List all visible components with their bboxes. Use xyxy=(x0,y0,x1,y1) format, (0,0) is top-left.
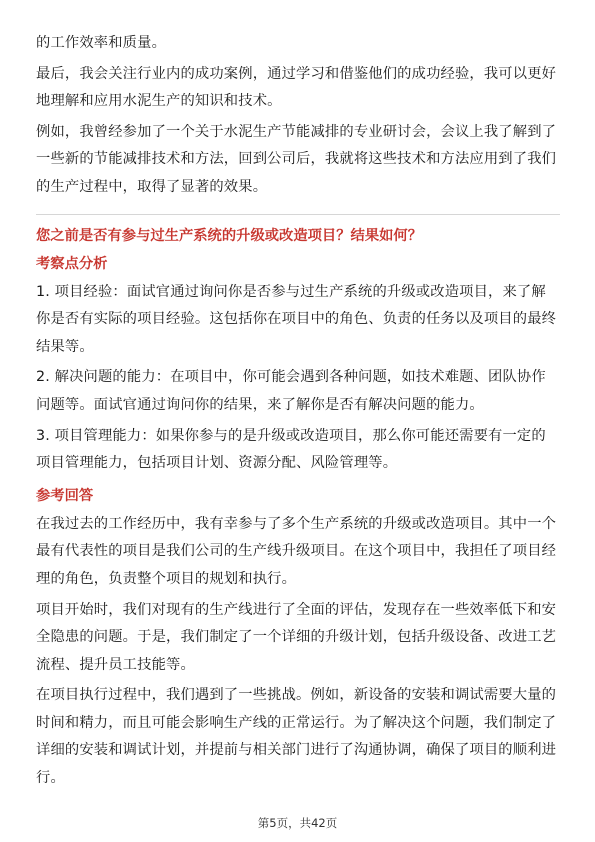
section-divider xyxy=(36,214,560,215)
document-body xyxy=(36,30,560,796)
intro-paragraph-2: 最后，我会关注行业内的成功案例，通过学习和借鉴他们的成功经验，我可以更好地理解和应用水泥生产的知识和技术。 xyxy=(36,65,557,110)
question-title: 您之前是否有参与过生产系统的升级或改造项目？结果如何？ xyxy=(36,227,423,244)
answer-paragraph-2: 项目开始时，我们对现有的生产线进行了全面的评估，发现存在一些效率低下和安全隐患的问题。于是，我们制定了一个详细的升级计划，包括升级设备、改进工艺流程、提升员工技能等。 xyxy=(36,601,557,673)
analysis-point-3: 3. 项目管理能力：如果你参与的是升级或改造项目，那么你可能还需要有一定的项目管理能力，包括项目计划、资源分配、风险管理等。 xyxy=(36,427,546,472)
intro-paragraph-1: 的工作效率和质量。 xyxy=(36,35,167,51)
page-number: 第5页，共42页 xyxy=(257,816,338,830)
intro-paragraph-3: 例如，我曾经参加了一个关于水泥生产节能减排的专业研讨会，会议上我了解到了一些新的节能减排技术和方法，回到公司后，我就将这些技术和方法应用到了我们的生产过程中，取得了显著的效果。 xyxy=(36,123,557,195)
analysis-point-2: 2. 解决问题的能力：在项目中，你可能会遇到各种问题，如技术难题、团队协作问题等。面试官通过询问你的结果，来了解你是否有解决问题的能力。 xyxy=(36,369,546,413)
answer-heading: 参考回答 xyxy=(36,487,94,504)
answer-paragraph-1: 在我过去的工作经历中，我有幸参与了多个生产系统的升级或改造项目。其中一个最有代表性的项目是我们公司的生产线升级项目。在这个项目中，我担任了项目经理的角色，负责整个项目的规划和执行。 xyxy=(36,515,557,587)
answer-paragraph-3: 在项目执行过程中，我们遇到了一些挑战。例如，新设备的安装和调试需要大量的时间和精力，而且可能会影响生产线的正常运行。为了解决这个问题，我们制定了详细的安装和调试计划，并提前与相关部门进行了沟通协调，确保了项目的顺利进行。 xyxy=(36,687,557,787)
analysis-heading: 考察点分析 xyxy=(36,255,108,272)
analysis-point-1: 1. 项目经验：面试官通过询问你是否参与过生产系统的升级或改造项目，来了解你是否有实际的项目经验。这包括你在项目中的角色、负责的任务以及项目的最终结果等。 xyxy=(36,283,557,355)
